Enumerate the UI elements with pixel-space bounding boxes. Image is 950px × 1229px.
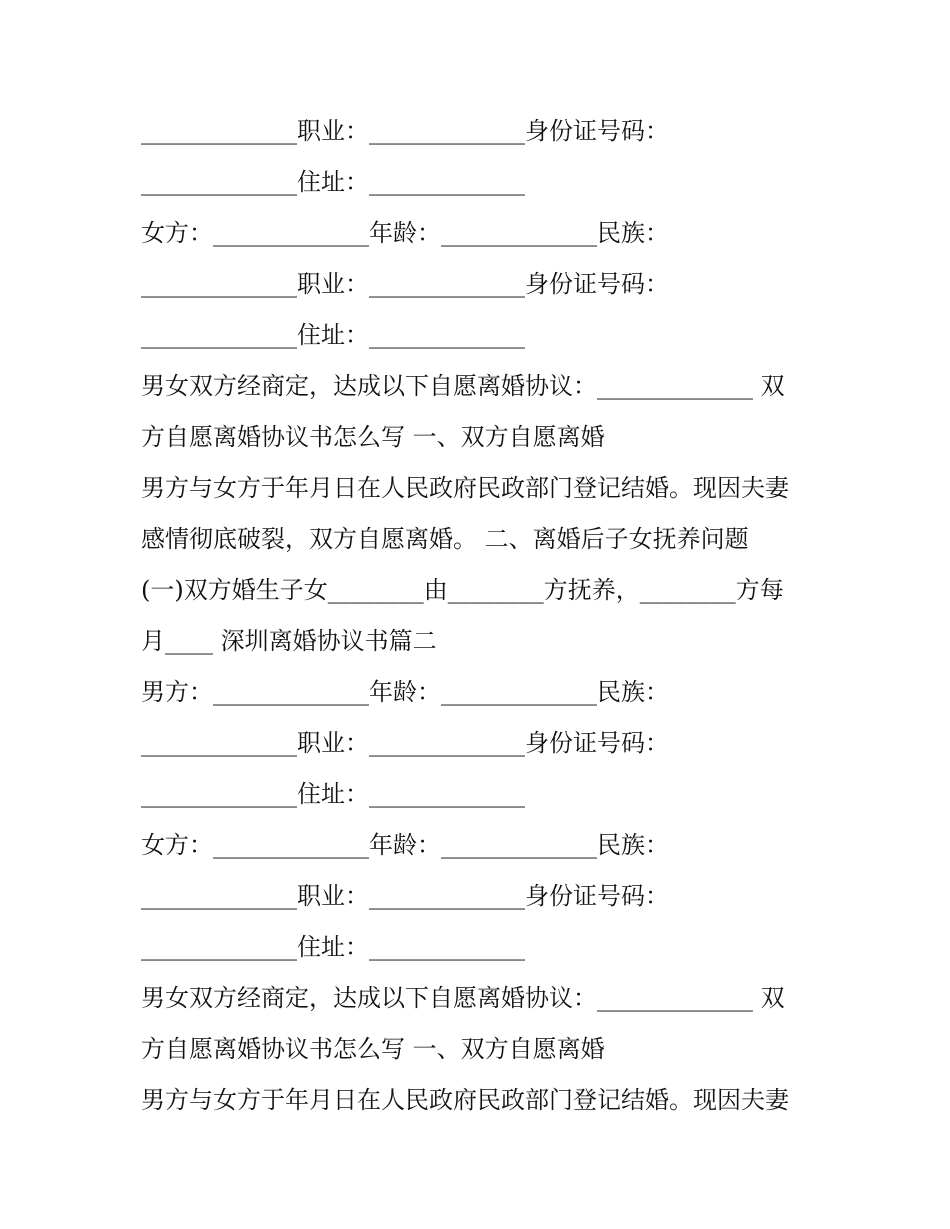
text-line: _____________住址：_____________ [141, 933, 525, 961]
text-line: 男方：_____________年龄：_____________民族： [141, 678, 669, 706]
text-line: 月____ 深圳离婚协议书篇二 [141, 627, 437, 655]
text-line: 方自愿离婚协议书怎么写 一、双方自愿离婚 [141, 1035, 605, 1063]
text-line: 方自愿离婚协议书怎么写 一、双方自愿离婚 [141, 423, 605, 451]
text-line: _____________住址：_____________ [141, 321, 525, 349]
text-line: _____________职业：_____________身份证号码： [141, 270, 669, 298]
text-line: 女方：_____________年龄：_____________民族： [141, 219, 669, 247]
text-line: _____________职业：_____________身份证号码： [141, 117, 669, 145]
text-line: _____________住址：_____________ [141, 780, 525, 808]
text-line: _____________职业：_____________身份证号码： [141, 882, 669, 910]
text-line: 男女双方经商定，达成以下自愿离婚协议：_____________ 双 [141, 372, 785, 400]
text-line: 男方与女方于年月日在人民政府民政部门登记结婚。现因夫妻 [141, 474, 789, 502]
text-line: 男女双方经商定，达成以下自愿离婚协议：_____________ 双 [141, 984, 785, 1012]
text-line: 感情彻底破裂，双方自愿离婚。 二、离婚后子女抚养问题 [141, 525, 749, 553]
text-line: _____________住址：_____________ [141, 168, 525, 196]
text-line: _____________职业：_____________身份证号码： [141, 729, 669, 757]
text-line: (一)双方婚生子女________由________方抚养，________方每 [141, 576, 784, 604]
text-line: 男方与女方于年月日在人民政府民政部门登记结婚。现因夫妻 [141, 1086, 789, 1114]
document-body [141, 106, 821, 1126]
text-line: 女方：_____________年龄：_____________民族： [141, 831, 669, 859]
